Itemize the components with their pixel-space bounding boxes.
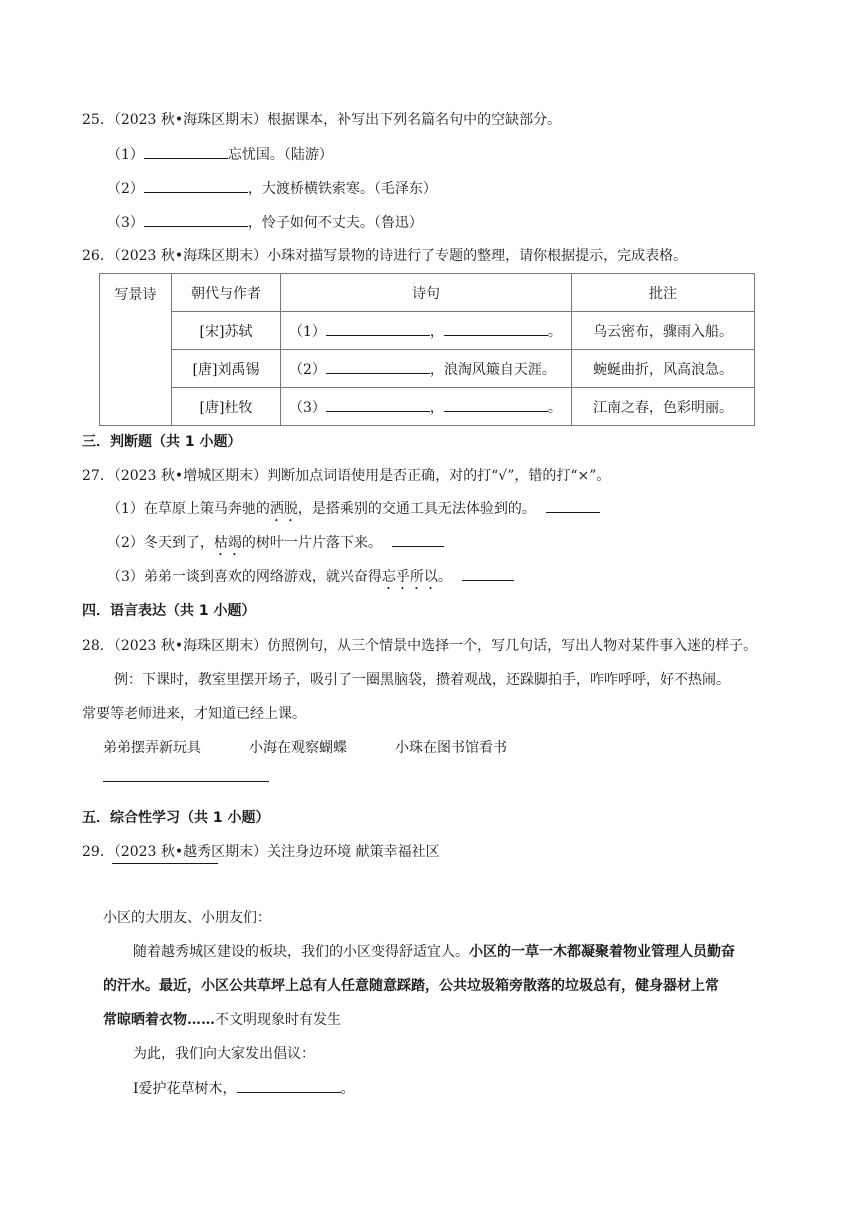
- item-text: ，怜子如何不丈夫。（鲁迅）: [247, 215, 423, 231]
- body-text: 不文明现象时有发生: [215, 1012, 341, 1028]
- dotted-word: 枯竭: [213, 535, 242, 551]
- table-header-row: [100, 274, 755, 312]
- answer-line[interactable]: [112, 863, 218, 864]
- answer-blank[interactable]: [326, 321, 430, 336]
- q29-greeting: 小区的大朋友、小朋友们：: [103, 910, 271, 926]
- bold-text: 小区的一草一木都凝聚着物业管理人员勤奋: [469, 944, 735, 960]
- q29-paragraph-line-4: 为此，我们向大家发出倡议：: [133, 1046, 315, 1062]
- answer-blank[interactable]: [326, 359, 430, 374]
- verse-end: 。: [547, 323, 562, 340]
- q26-stem: 26．（2023 秋•海珠区期末）小珠对描写景物的诗进行了专题的整理，请你根据提示，完成表格。: [82, 248, 688, 264]
- item-number: （2）: [107, 181, 144, 197]
- q27-item-2: [107, 532, 444, 559]
- table-header-cell: 批注: [572, 274, 755, 312]
- answer-blank[interactable]: [392, 532, 444, 547]
- q27-item-1: [107, 498, 600, 525]
- body-text: 随着越秀城区建设的板块，我们的小区变得舒适宜人。: [133, 944, 469, 960]
- table-header-cell: 诗句: [281, 274, 572, 312]
- item-number: （1）: [107, 147, 144, 163]
- q29-paragraph-line-2: 的汗水。最近，小区公共草坪上总有人任意随意踩踏，公共垃圾箱旁散落的垃圾总有，健身器材上常: [103, 978, 719, 994]
- verse-end: 。: [547, 399, 562, 416]
- q29-paragraph-line-3: [103, 1010, 341, 1030]
- verse-cell: [281, 388, 572, 426]
- verse-cell: [281, 350, 572, 388]
- q28-option-2: 小海在观察蝴蝶: [249, 740, 347, 756]
- item-text: ，是搭乘别的交通工具无法体验到的。: [297, 501, 536, 517]
- item-text: 忘忧国。（陆游）: [227, 147, 333, 163]
- table-row: [100, 388, 755, 426]
- q27-item-3: [107, 566, 514, 593]
- q28-example-line-2: 常要等老师进来，才知道已经上课。: [82, 706, 306, 722]
- item-text: 。: [437, 569, 452, 585]
- verse-text: ，: [429, 399, 444, 416]
- dotted-word: 洒脱: [269, 501, 298, 517]
- table-row: [100, 312, 755, 350]
- answer-blank[interactable]: [546, 498, 600, 513]
- answer-blank[interactable]: [444, 321, 548, 336]
- note-cell: 蜿蜒曲折，风高浪急。: [572, 350, 755, 388]
- body-text: 。: [340, 1081, 355, 1097]
- poem-table: [99, 273, 755, 426]
- answer-blank[interactable]: [144, 212, 248, 227]
- q25-item-1: [107, 144, 333, 165]
- q25-stem: 25．（2023 秋•海珠区期末）根据课本，补写出下列名篇名句中的空缺部分。: [82, 112, 562, 128]
- q29-stem: 29．（2023 秋•越秀区期末）关注身边环境 献策幸福社区: [82, 844, 440, 860]
- item-text: 的树叶一片片落下来。: [241, 535, 382, 551]
- table-row: [100, 350, 755, 388]
- item-text: （2）冬天到了，: [107, 535, 214, 551]
- q29-paragraph-line-1: [133, 942, 735, 962]
- item-text: （3）弟弟一谈到喜欢的网络游戏，就兴奋得: [107, 569, 382, 585]
- q29-paragraph-line-5: [133, 1078, 355, 1099]
- body-text: Ⅰ爱护花草树木，: [133, 1081, 237, 1097]
- note-cell: 江南之春，色彩明丽。: [572, 388, 755, 426]
- item-text: （1）在草原上策马奔驰的: [107, 501, 270, 517]
- q25-item-2: [107, 178, 437, 199]
- q25-item-3: [107, 212, 423, 233]
- answer-blank[interactable]: [326, 397, 430, 412]
- verse-cell: [281, 312, 572, 350]
- note-cell: 乌云密布，骤雨入船。: [572, 312, 755, 350]
- item-text: ，大渡桥横铁索寒。（毛泽东）: [247, 181, 437, 197]
- bold-text: 常晾晒着衣物……: [103, 1012, 215, 1028]
- answer-line[interactable]: [103, 781, 269, 782]
- answer-blank[interactable]: [144, 144, 228, 159]
- q27-stem: 27．（2023 秋•增城区期末）判断加点词语使用是否正确，对的打“√”，错的打“×”。: [82, 468, 611, 484]
- verse-text: ，浪淘风簸自天涯。: [429, 361, 556, 378]
- author-cell: [唐]刘禹锡: [172, 350, 281, 388]
- section-heading-3: 三．判断题（共 1 小题）: [82, 434, 242, 450]
- item-number: （2）: [289, 361, 326, 378]
- q28-option-1: 弟弟摆弄新玩具: [103, 740, 201, 756]
- q28-option-3: 小珠在图书馆看书: [395, 740, 507, 756]
- section-heading-4: 四．语言表达（共 1 小题）: [82, 603, 256, 619]
- table-header-cell: 写景诗: [100, 274, 172, 426]
- author-cell: [唐]杜牧: [172, 388, 281, 426]
- item-number: （1）: [289, 323, 326, 340]
- verse-text: ，: [429, 323, 444, 340]
- table-header-cell: 朝代与作者: [172, 274, 281, 312]
- q28-stem: 28．（2023 秋•海珠区期末）仿照例句，从三个情景中选择一个，写几句话，写出人物对某件事入迷的样子。: [82, 638, 758, 654]
- item-number: （3）: [107, 215, 144, 231]
- q28-example-line-1: 例：下课时，教室里摆开场子，吸引了一圈黑脑袋，攒着观战，还跺脚拍手，咋咋呼呼，好不热闹。: [114, 672, 730, 688]
- answer-blank[interactable]: [144, 178, 248, 193]
- section-heading-5: 五．综合性学习（共 1 小题）: [82, 810, 270, 826]
- answer-blank[interactable]: [462, 566, 514, 581]
- item-number: （3）: [289, 399, 326, 416]
- author-cell: [宋]苏轼: [172, 312, 281, 350]
- dotted-word: 忘乎所以: [381, 569, 438, 585]
- answer-blank[interactable]: [237, 1078, 341, 1093]
- answer-blank[interactable]: [444, 397, 548, 412]
